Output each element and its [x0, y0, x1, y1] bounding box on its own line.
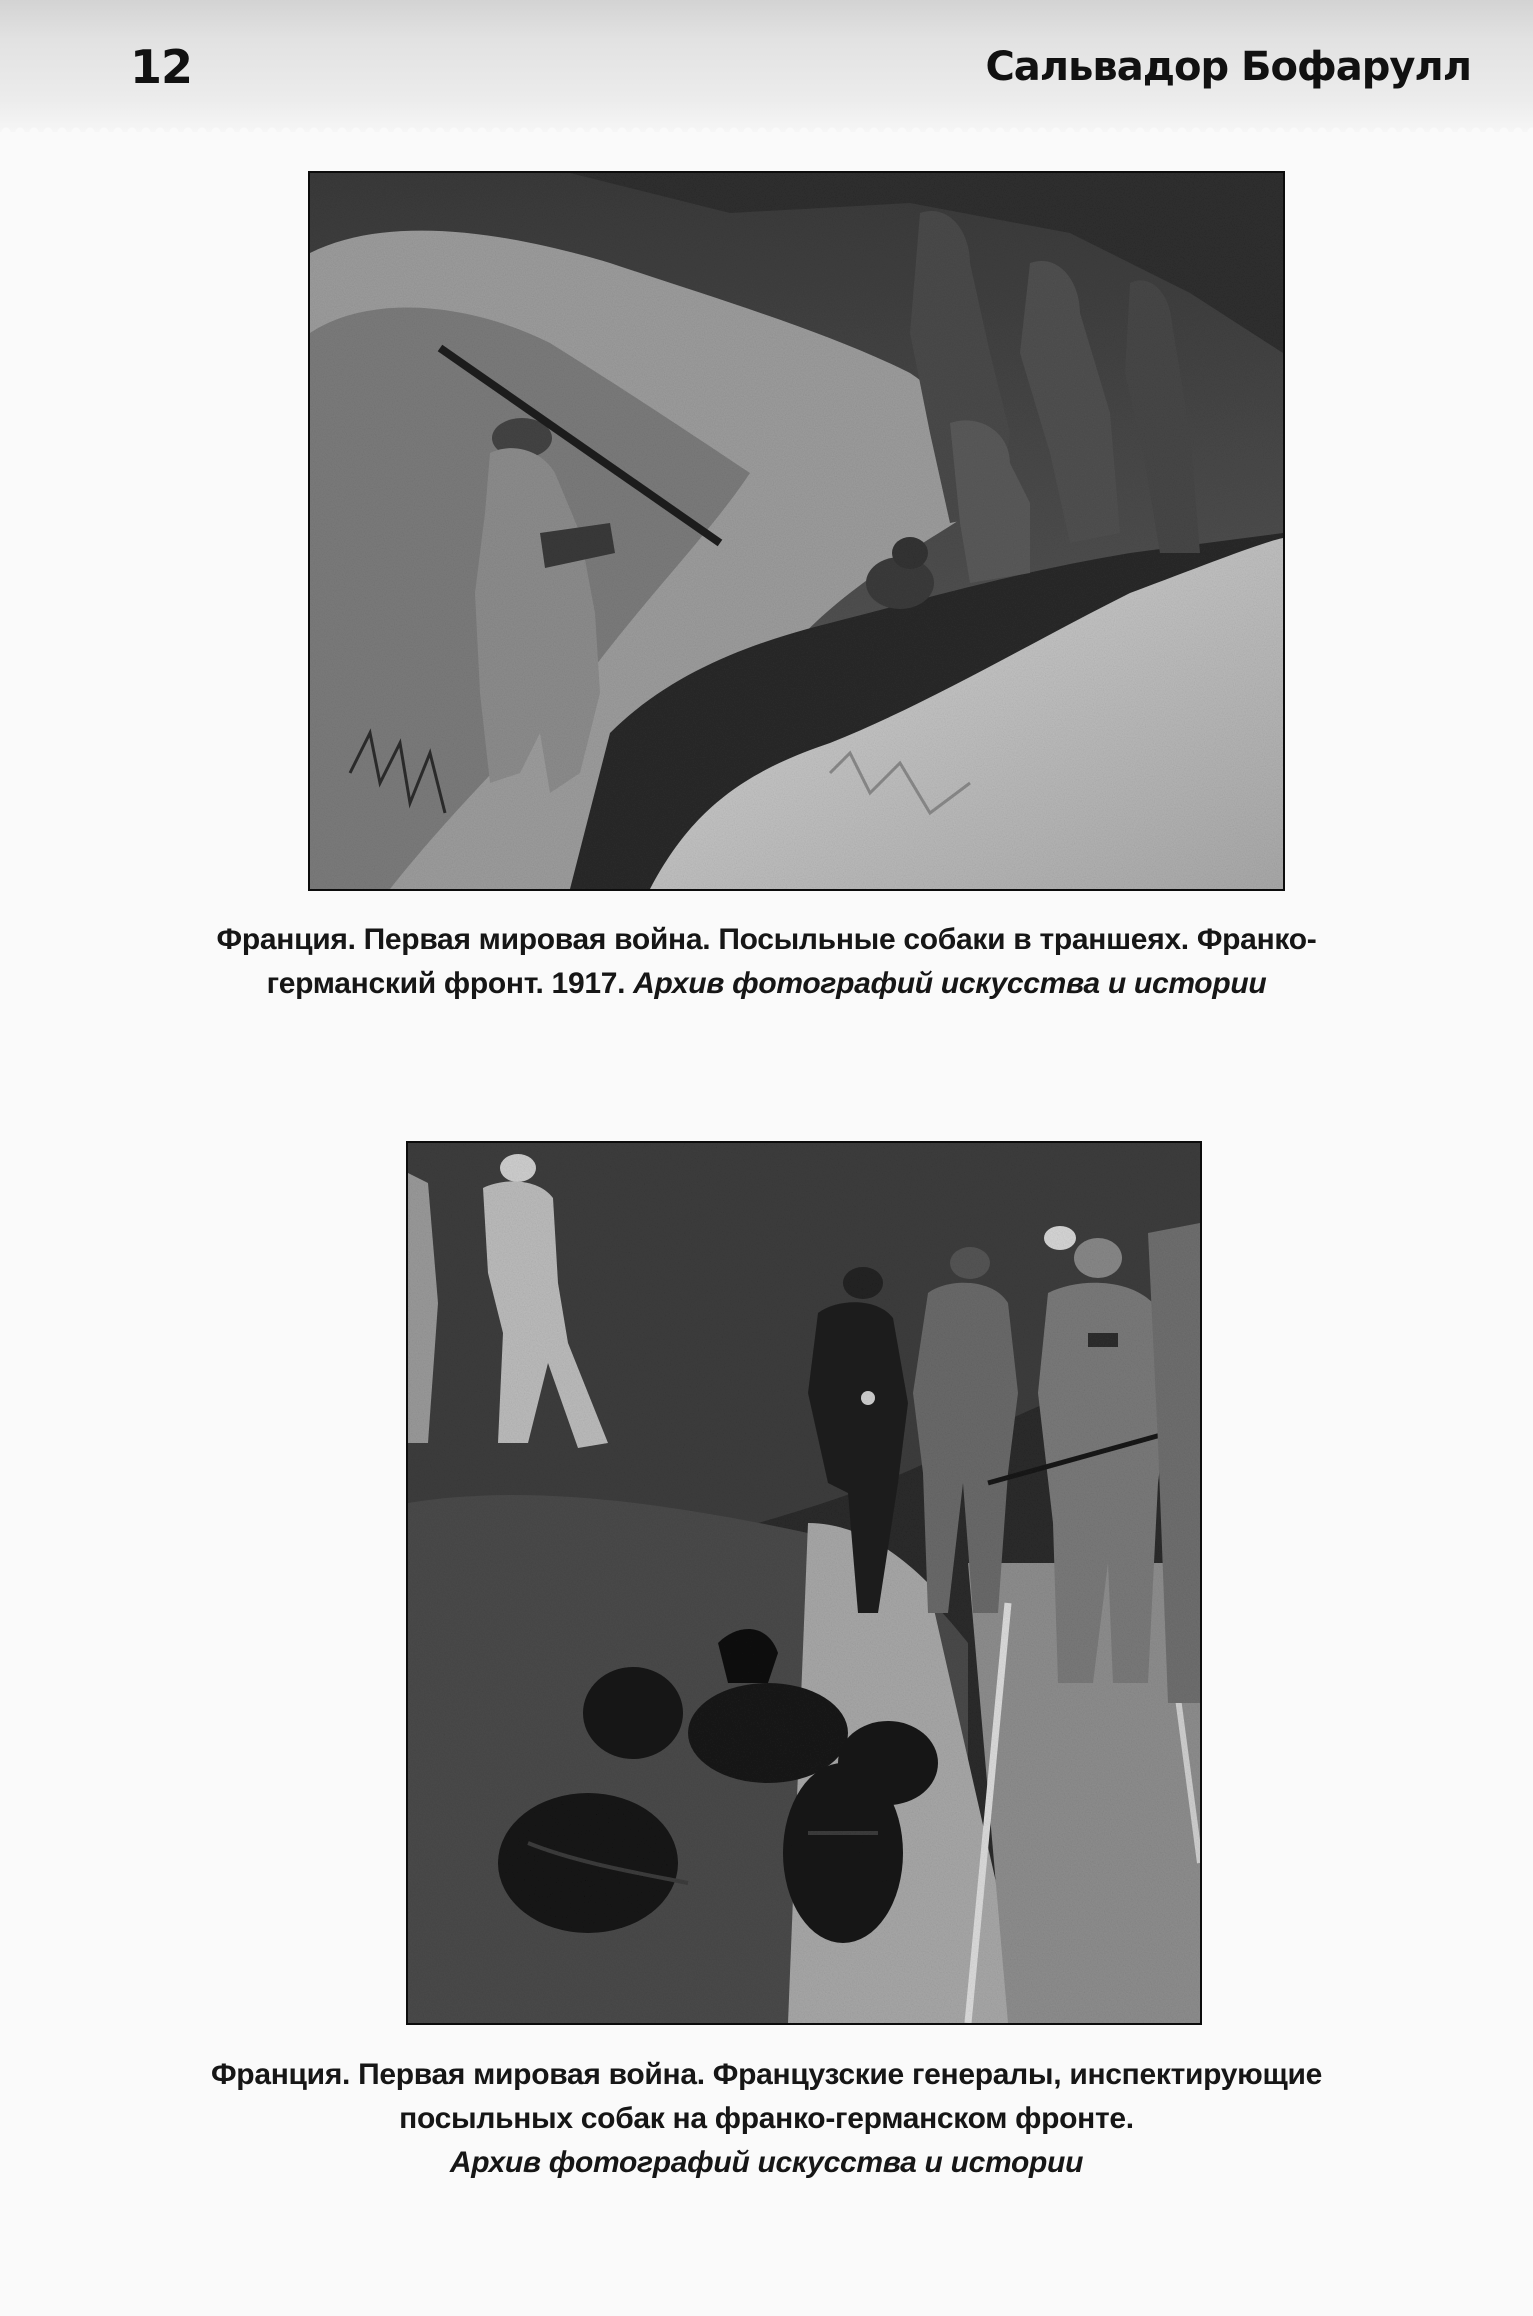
caption-2-credit: Архив фотографий искусства и истории [449, 2146, 1084, 2179]
caption-2-line-2: посыльных собак на франко-германском фронте. [399, 2102, 1134, 2135]
caption-1-text: германский фронт. 1917. [266, 967, 634, 1000]
generals-inspecting-dogs-photo-image [408, 1143, 1200, 2023]
caption-1-line-2 [150, 962, 1383, 1006]
caption-1-credit: Архив фотографий искусства и истории [633, 967, 1267, 1000]
trench-dogs-photo-image [310, 173, 1283, 889]
running-header [0, 0, 1533, 132]
caption-1-line-1: Франция. Первая мировая война. Посыльные собаки в траншеях. Франко- [216, 923, 1317, 956]
trench-dogs-photo [308, 171, 1285, 891]
generals-inspecting-dogs-photo [406, 1141, 1202, 2025]
page-number: 12 [130, 40, 193, 94]
running-title: Сальвадор Бофарулл [985, 44, 1471, 90]
photo-caption-1 [150, 918, 1383, 1006]
caption-2-line-1: Франция. Первая мировая война. Французские генералы, инспектирующие [211, 2058, 1322, 2091]
photo-caption-2 [150, 2053, 1383, 2185]
